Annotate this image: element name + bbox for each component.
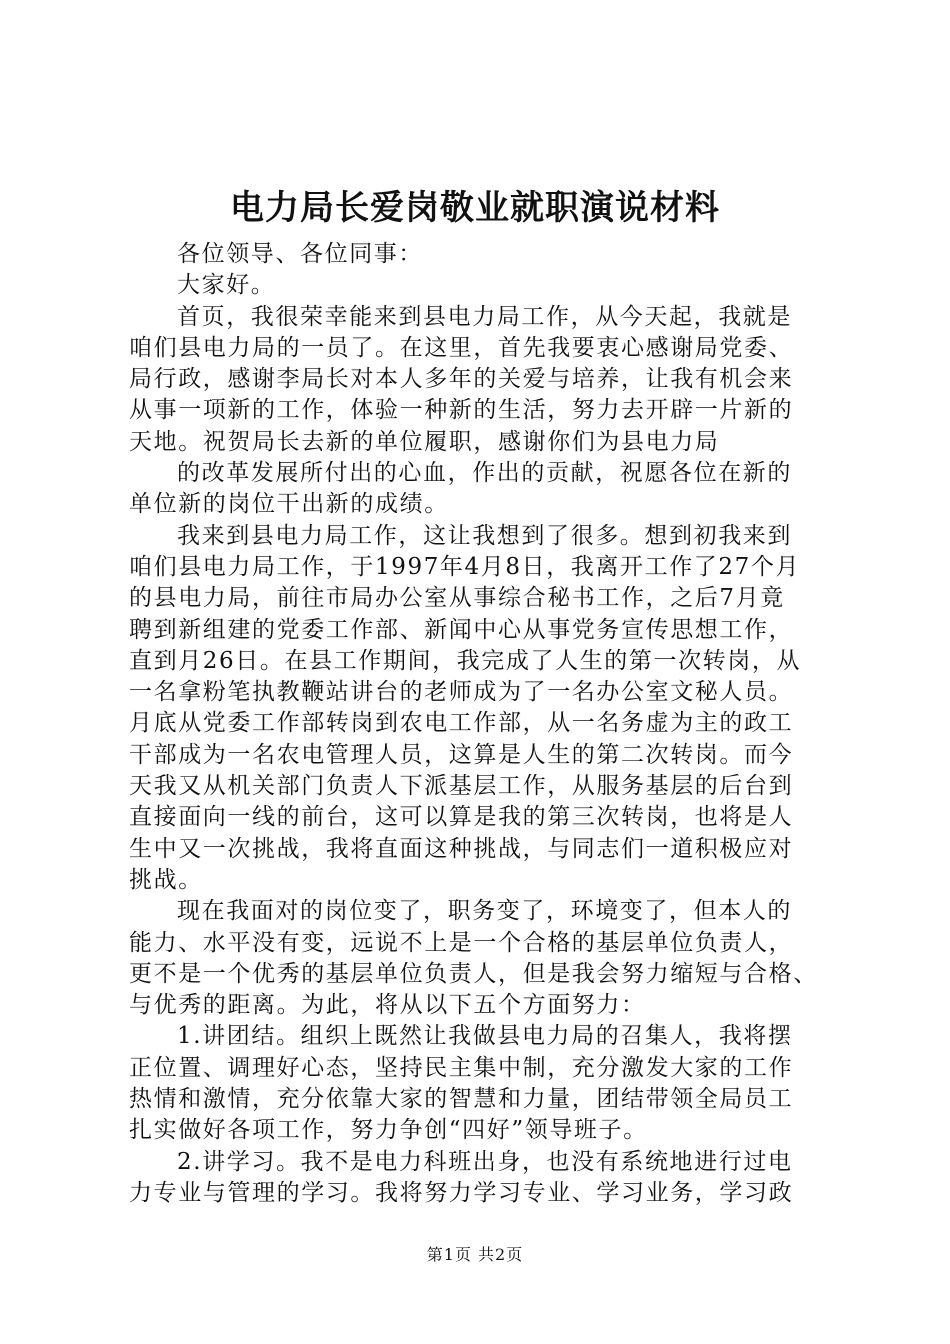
- text-line: 首页，我很荣幸能来到县电力局工作，从今天起，我就是: [177, 303, 792, 330]
- text-line: 月底从党委工作部转岗到农电工作部，从一名务虚为主的政工: [129, 710, 794, 737]
- text-line: 我来到县电力局工作，这让我想到了很多。想到初我来到: [177, 522, 792, 549]
- text-line: 挑战。: [129, 866, 203, 893]
- page-footer: 第1页 共2页: [426, 1245, 524, 1264]
- text-line: 力专业与管理的学习。我将努力学习专业、学习业务，学习政: [129, 1179, 794, 1206]
- text-line: 1.讲团结。组织上既然让我做县电力局的召集人，我将摆: [177, 1023, 793, 1050]
- text-line: 大家好。: [177, 272, 276, 299]
- text-line: 干部成为一名农电管理人员，这算是人生的第二次转岗。而今: [129, 741, 794, 768]
- text-line: 生中又一次挑战，我将直面这种挑战，与同志们一道积极应对: [129, 835, 794, 862]
- text-line: 从事一项新的工作，体验一种新的生活，努力去开辟一片新的: [129, 397, 794, 424]
- text-line: 直到月26日。在县工作期间，我完成了人生的第一次转岗，从: [129, 647, 802, 674]
- text-line: 正位置、调理好心态，坚持民主集中制，充分激发大家的工作: [129, 1054, 794, 1081]
- document-body: [129, 239, 849, 1209]
- text-line: 现在我面对的岗位变了，职务变了，环境变了，但本人的: [177, 898, 792, 925]
- text-line: 一名拿粉笔执教鞭站讲台的老师成为了一名办公室文秘人员。: [129, 679, 794, 706]
- text-line: 热情和激情，充分依靠大家的智慧和力量，团结带领全局员工: [129, 1086, 794, 1113]
- document-title: 电力局长爱岗敬业就职演说材料: [230, 188, 720, 228]
- text-line: 扎实做好各项工作，努力争创“四好”领导班子。: [129, 1117, 648, 1144]
- text-line: 的改革发展所付出的心血，作出的贡献，祝愿各位在新的: [177, 460, 792, 487]
- text-line: 天地。祝贺局长去新的单位履职，感谢你们为县电力局: [129, 428, 720, 455]
- text-line: 咱们县电力局的一员了。在这里，首先我要衷心感谢局党委、: [129, 334, 794, 361]
- text-line: 直接面向一线的前台，这可以算是我的第三次转岗，也将是人: [129, 804, 794, 831]
- text-line: 2.讲学习。我不是电力科班出身，也没有系统地进行过电: [177, 1148, 793, 1175]
- text-line: 能力、水平没有变，远说不上是一个合格的基层单位负责人，: [129, 929, 794, 956]
- text-line: 各位领导、各位同事：: [177, 241, 423, 267]
- text-line: 聘到新组建的党委工作部、新闻中心从事党务宣传思想工作，: [129, 616, 794, 643]
- text-line: 天我又从机关部门负责人下派基层工作，从服务基层的后台到: [129, 773, 794, 800]
- text-line: 的县电力局，前往市局办公室从事综合秘书工作，之后7月竟: [129, 585, 785, 612]
- text-line: 更不是一个优秀的基层单位负责人，但是我会努力缩短与合格、: [129, 960, 818, 987]
- text-line: 局行政，感谢李局长对本人多年的关爱与培养，让我有机会来: [129, 366, 794, 393]
- text-line: 咱们县电力局工作，于1997年4月8日，我离开工作了27个月: [129, 553, 801, 580]
- text-line: 与优秀的距离。为此，将从以下五个方面努力：: [129, 992, 646, 1019]
- text-line: 单位新的岗位干出新的成绩。: [129, 491, 449, 518]
